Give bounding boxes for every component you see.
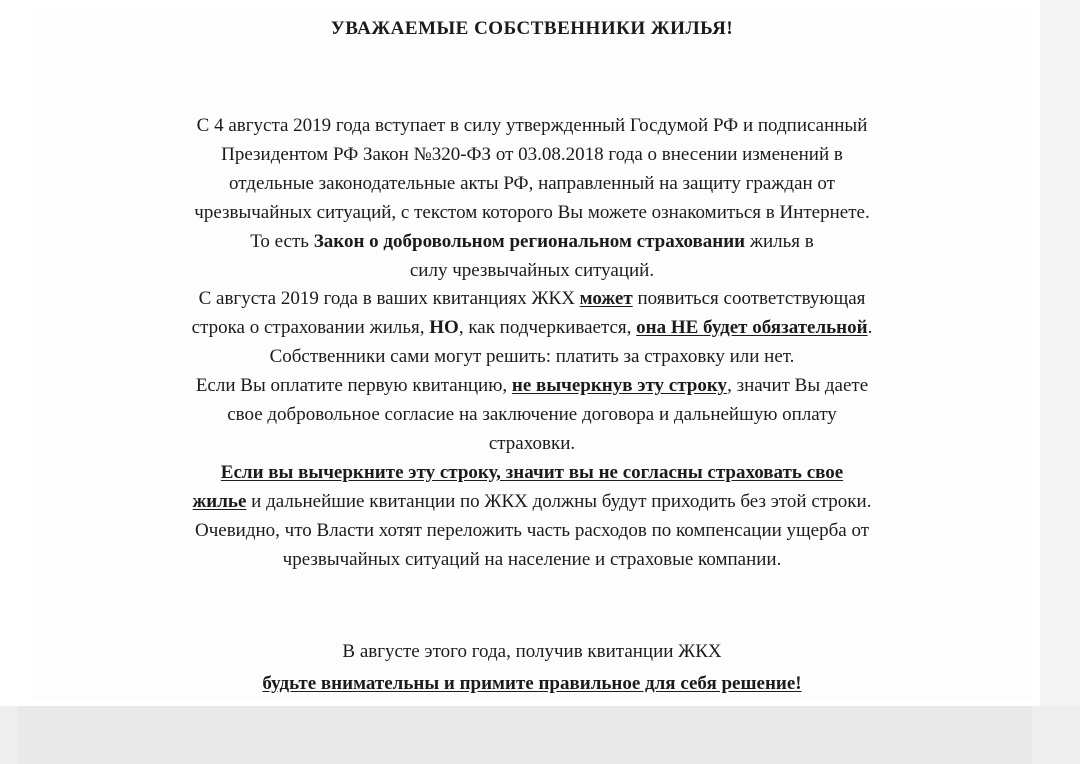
body-line: С 4 августа 2019 года вступает в силу утвержденный Госдумой РФ и подписанный (196, 115, 868, 136)
footer-line: В августе этого года, получив квитанции ЖКХ (342, 641, 722, 662)
body-line: чрезвычайных ситуаций на население и страховые компании. (282, 548, 782, 570)
footer-call-to-action: будьте внимательны и примите правильное для себя решение! (262, 673, 802, 694)
body-line: Очевидно, что Власти хотят переложить часть расходов по компенсации ущерба от (194, 519, 870, 541)
text: жилья в (745, 230, 814, 252)
emphasis-housing: жилье (192, 490, 247, 512)
text: , как подчеркивается, (458, 317, 637, 339)
body-line (42, 228, 1022, 257)
bottom-margin-inner (18, 706, 1032, 764)
law-name-bold: Закон о добровольном региональном страховании (313, 230, 746, 252)
text: Если Вы оплатите первую квитанцию, (195, 375, 512, 397)
notice-title: УВАЖАЕМЫЕ СОБСТВЕННИКИ ЖИЛЬЯ! (330, 18, 734, 39)
text: С августа 2019 года в ваших квитанциях ЖКХ (198, 288, 580, 310)
body-line: страховки. (488, 432, 576, 454)
notice-footer (32, 636, 1032, 700)
text: и дальнейшие квитанции по ЖКХ должны будут приходить без этой строки. (246, 490, 872, 512)
body-line (42, 314, 1022, 343)
text: , значит Вы даете (727, 375, 869, 397)
body-line: Президентом РФ Закон №320-ФЗ от 03.08.2018 года о внесении изменений в (221, 143, 843, 165)
text: появиться соответствующая (632, 288, 866, 310)
text: строка о страховании жилья, (191, 317, 430, 339)
text: . (867, 317, 873, 339)
emphasis-not-crossing: не вычеркнув эту строку (511, 375, 728, 397)
body-line (42, 488, 1022, 517)
text: То есть (250, 230, 314, 252)
notice-body (42, 112, 1022, 575)
emphasis-not-mandatory: она НЕ будет обязательной (636, 317, 868, 339)
body-line: отдельные законодательные акты РФ, направленный на защиту граждан от (228, 172, 835, 194)
emphasis-but: НО (429, 317, 459, 339)
body-line: Собственники сами могут решить: платить за страховку или нет. (269, 346, 795, 368)
emphasis-may: может (579, 288, 633, 310)
body-line: чрезвычайных ситуаций, с текстом которого Вы можете ознакомиться в Интернете. (194, 201, 870, 223)
bottom-margin (0, 706, 1080, 764)
right-margin (1040, 0, 1080, 764)
emphasis-cross-out: Если вы вычеркните эту строку, значит вы не согласны страховать свое (220, 461, 844, 483)
notice-document (32, 8, 1032, 700)
body-line: свое добровольное согласие на заключение договора и дальнейшую оплату (227, 404, 837, 426)
body-line (42, 285, 1022, 314)
body-line: силу чрезвычайных ситуаций. (409, 259, 655, 281)
body-line (42, 372, 1022, 401)
